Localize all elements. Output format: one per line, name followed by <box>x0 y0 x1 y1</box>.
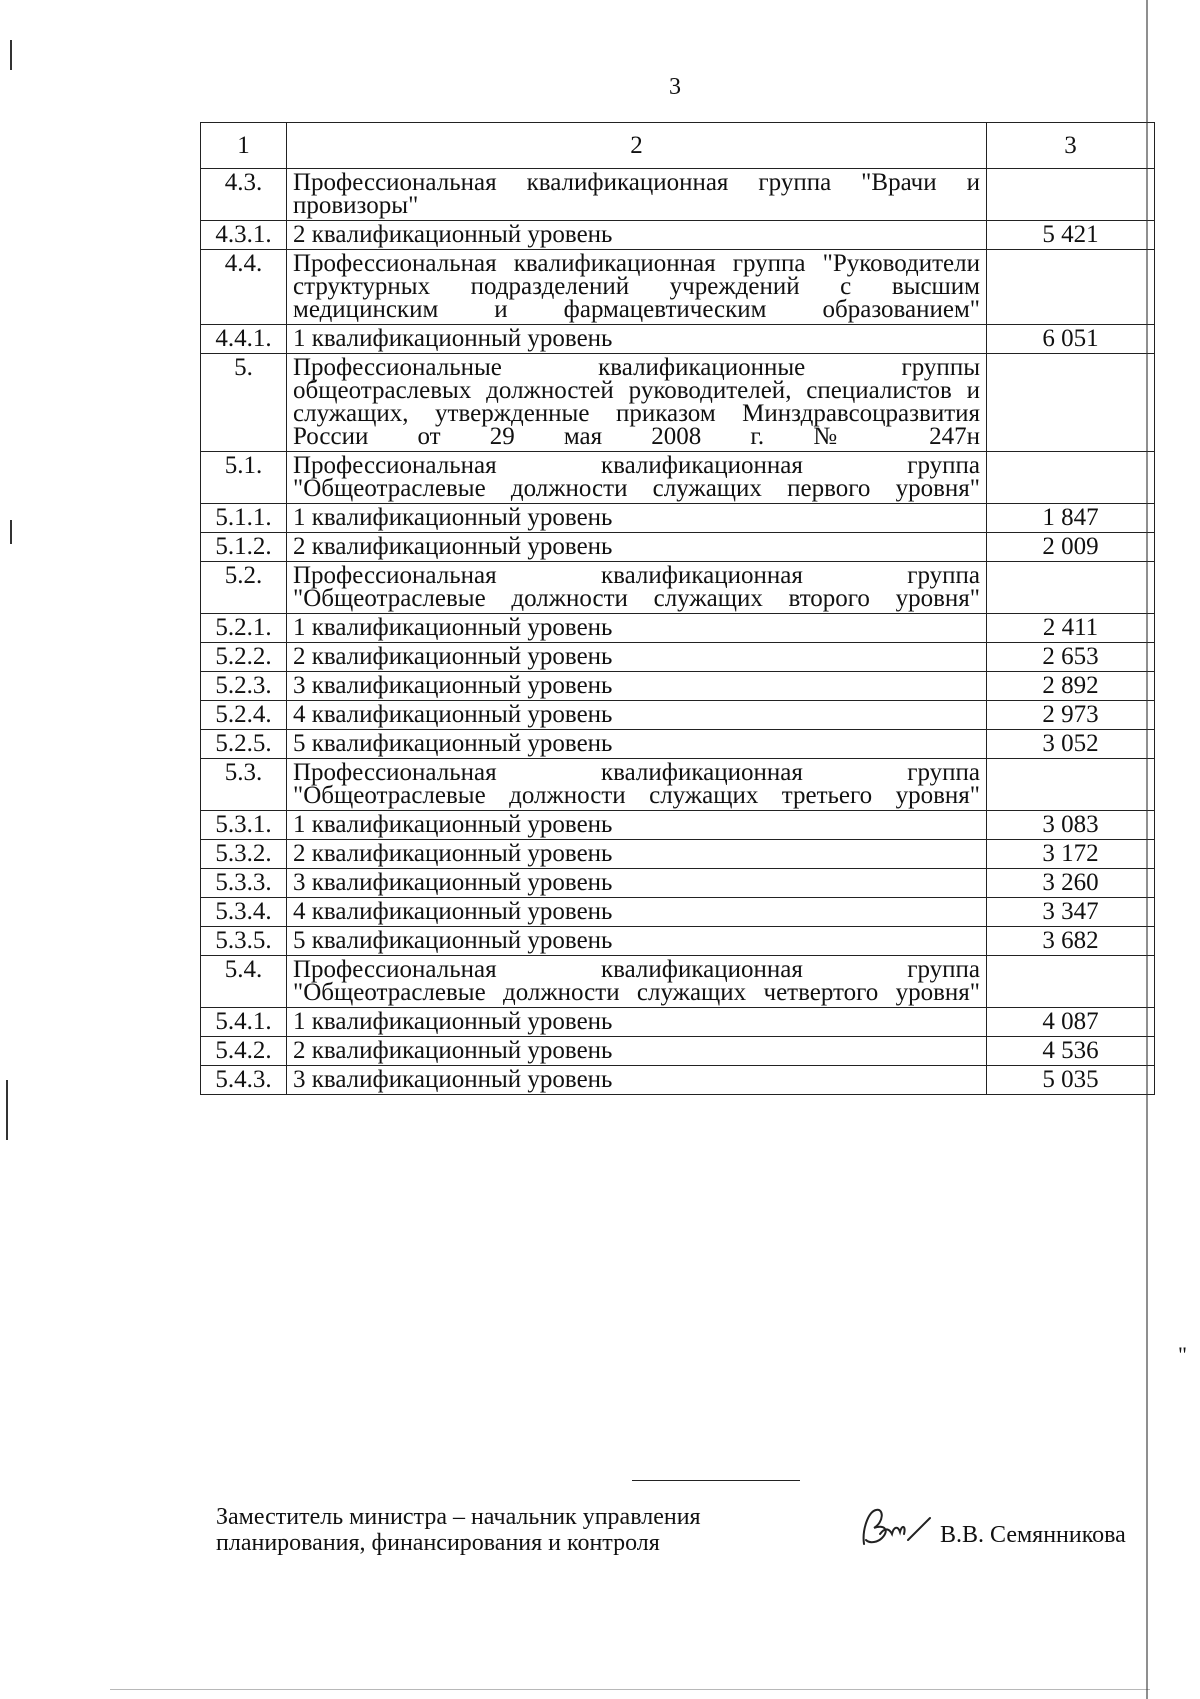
table-row <box>201 869 1155 898</box>
salary-value: 5 035 <box>987 1066 1155 1095</box>
group-name: Профессиональная квалификационная группа "Общеотраслевые должности служащих первого уровня" <box>287 452 987 504</box>
scan-edge-line-left-3 <box>6 1080 8 1140</box>
row-number: 5.2.1. <box>201 614 287 643</box>
level-name: 1 квалификационный уровень <box>287 325 987 354</box>
scan-edge-line-right <box>1146 0 1148 1699</box>
salary-table <box>200 122 1155 1095</box>
header-col-1: 1 <box>201 123 287 169</box>
row-number: 5.1. <box>201 452 287 504</box>
scan-edge-line-bottom <box>110 1689 1150 1690</box>
row-number: 5.4.1. <box>201 1008 287 1037</box>
signer-name: В.В. Семянникова <box>940 1522 1126 1548</box>
level-name: 2 квалификационный уровень <box>287 840 987 869</box>
row-number: 4.3. <box>201 169 287 221</box>
table-row <box>201 614 1155 643</box>
salary-value: 5 421 <box>987 221 1155 250</box>
table-row <box>201 533 1155 562</box>
table-row <box>201 643 1155 672</box>
table-row <box>201 325 1155 354</box>
table-row <box>201 452 1155 504</box>
group-name: Профессиональная квалификационная группа "Руководители структурных подразделений учреждений с высшим медицинским и фармацевтическим образованием" <box>287 250 987 325</box>
table-row <box>201 759 1155 811</box>
salary-value: 3 083 <box>987 811 1155 840</box>
salary-value: 4 087 <box>987 1008 1155 1037</box>
salary-value <box>987 354 1155 452</box>
scan-edge-line-left-2 <box>10 520 12 544</box>
row-number: 5.2.5. <box>201 730 287 759</box>
level-name: 1 квалификационный уровень <box>287 811 987 840</box>
row-number: 5.4.3. <box>201 1066 287 1095</box>
row-number: 5.3.5. <box>201 927 287 956</box>
level-name: 1 квалификационный уровень <box>287 504 987 533</box>
table-row <box>201 898 1155 927</box>
salary-value: 3 682 <box>987 927 1155 956</box>
table-row <box>201 730 1155 759</box>
salary-value: 2 892 <box>987 672 1155 701</box>
table-row <box>201 672 1155 701</box>
table-body <box>201 123 1155 1095</box>
salary-value: 3 260 <box>987 869 1155 898</box>
table-row <box>201 927 1155 956</box>
row-number: 5.2. <box>201 562 287 614</box>
group-name: Профессиональная квалификационная группа "Общеотраслевые должности служащих второго уровня" <box>287 562 987 614</box>
salary-value <box>987 759 1155 811</box>
salary-value: 3 052 <box>987 730 1155 759</box>
scan-edge-line-left-1 <box>10 40 12 70</box>
salary-value <box>987 956 1155 1008</box>
row-number: 5.3. <box>201 759 287 811</box>
header-col-2: 2 <box>287 123 987 169</box>
salary-value: 3 347 <box>987 898 1155 927</box>
row-number: 5.2.3. <box>201 672 287 701</box>
table-row <box>201 221 1155 250</box>
group-name: Профессиональная квалификационная группа "Врачи и провизоры" <box>287 169 987 221</box>
salary-value: 3 172 <box>987 840 1155 869</box>
header-col-3: 3 <box>987 123 1155 169</box>
row-number: 5.1.2. <box>201 533 287 562</box>
level-name: 5 квалификационный уровень <box>287 730 987 759</box>
salary-value <box>987 169 1155 221</box>
signer-title-line-1: Заместитель министра – начальник управления <box>216 1504 701 1530</box>
handwritten-signature <box>858 1500 938 1556</box>
table-row <box>201 1066 1155 1095</box>
closing-quote-mark: " <box>1178 1342 1187 1367</box>
row-number: 4.3.1. <box>201 221 287 250</box>
salary-value <box>987 452 1155 504</box>
salary-value: 6 051 <box>987 325 1155 354</box>
table-row <box>201 250 1155 325</box>
row-number: 5.1.1. <box>201 504 287 533</box>
table-row <box>201 1008 1155 1037</box>
table-row <box>201 562 1155 614</box>
level-name: 3 квалификационный уровень <box>287 672 987 701</box>
salary-value <box>987 250 1155 325</box>
level-name: 1 квалификационный уровень <box>287 614 987 643</box>
row-number: 5.2.4. <box>201 701 287 730</box>
salary-value: 2 009 <box>987 533 1155 562</box>
footer-rule <box>632 1480 800 1481</box>
row-number: 5.3.2. <box>201 840 287 869</box>
level-name: 2 квалификационный уровень <box>287 221 987 250</box>
table-row <box>201 701 1155 730</box>
table-row <box>201 1037 1155 1066</box>
signer-title-line-2: планирования, финансирования и контроля <box>216 1530 660 1556</box>
level-name: 2 квалификационный уровень <box>287 533 987 562</box>
group-name: Профессиональная квалификационная группа "Общеотраслевые должности служащих четвертого уровня" <box>287 956 987 1008</box>
salary-value: 2 973 <box>987 701 1155 730</box>
row-number: 5.3.3. <box>201 869 287 898</box>
level-name: 5 квалификационный уровень <box>287 927 987 956</box>
table-header-row <box>201 123 1155 169</box>
row-number: 5.4.2. <box>201 1037 287 1066</box>
level-name: 2 квалификационный уровень <box>287 1037 987 1066</box>
row-number: 5.2.2. <box>201 643 287 672</box>
row-number: 5.3.4. <box>201 898 287 927</box>
level-name: 3 квалификационный уровень <box>287 869 987 898</box>
level-name: 4 квалификационный уровень <box>287 898 987 927</box>
group-name: Профессиональные квалификационные группы общеотраслевых должностей руководителей, специалистов и служащих, утвержденные приказом Минздравсоцразвития России от 29 мая 2008 г. № 247н <box>287 354 987 452</box>
page-number: 3 <box>669 74 681 100</box>
table-row <box>201 811 1155 840</box>
level-name: 3 квалификационный уровень <box>287 1066 987 1095</box>
salary-value: 2 411 <box>987 614 1155 643</box>
salary-value: 1 847 <box>987 504 1155 533</box>
row-number: 5.4. <box>201 956 287 1008</box>
level-name: 4 квалификационный уровень <box>287 701 987 730</box>
table-row <box>201 354 1155 452</box>
row-number: 5. <box>201 354 287 452</box>
table-row <box>201 956 1155 1008</box>
salary-value <box>987 562 1155 614</box>
level-name: 2 квалификационный уровень <box>287 643 987 672</box>
salary-value: 2 653 <box>987 643 1155 672</box>
table-row <box>201 840 1155 869</box>
row-number: 4.4. <box>201 250 287 325</box>
table-row <box>201 169 1155 221</box>
table-row <box>201 504 1155 533</box>
salary-value: 4 536 <box>987 1037 1155 1066</box>
row-number: 5.3.1. <box>201 811 287 840</box>
group-name: Профессиональная квалификационная группа "Общеотраслевые должности служащих третьего уровня" <box>287 759 987 811</box>
row-number: 4.4.1. <box>201 325 287 354</box>
signer-title <box>216 1504 816 1556</box>
level-name: 1 квалификационный уровень <box>287 1008 987 1037</box>
